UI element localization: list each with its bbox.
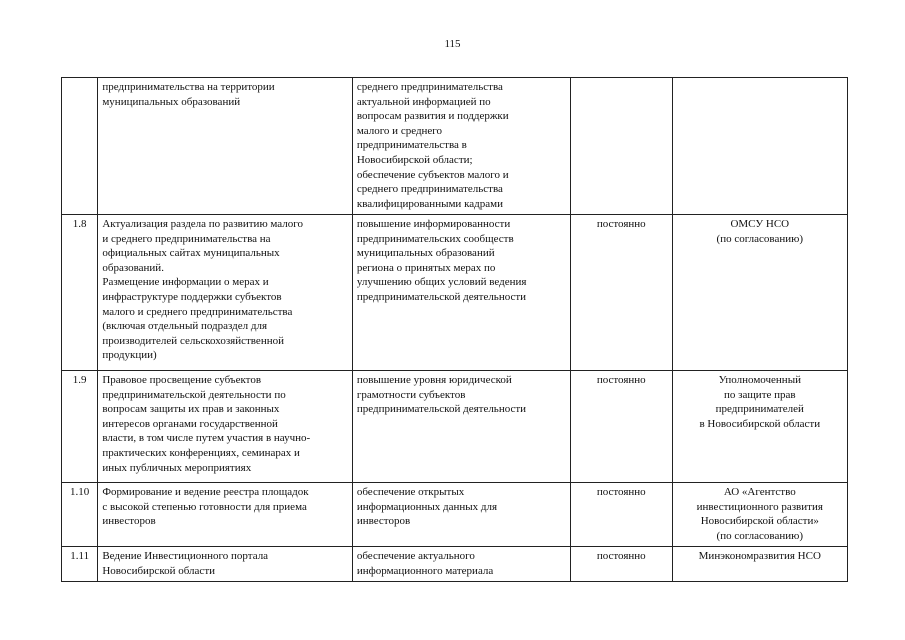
responsible-cell: ОМСУ НСО (по согласованию)	[672, 215, 847, 371]
page-number: 115	[444, 38, 461, 50]
row-number	[62, 78, 98, 215]
table-row	[62, 78, 848, 215]
table-row	[62, 483, 848, 547]
row-number: 1.9	[62, 371, 98, 483]
responsible-cell: Минэкономразвития НСО	[672, 547, 847, 582]
table-row	[62, 215, 848, 371]
measure-cell: Актуализация раздела по развитию малого и среднего предпринимательства на официальных сайтах муниципальных образований. Размещение информации о мерах и инфраструктуре поддержки субъектов малого и среднего предпринимательства (включая отдельный подраздел для производителей сельскохозяйственной продукции)	[98, 215, 353, 371]
result-cell: повышение информированности предпринимательских сообществ муниципальных образований региона о принятых мерах по улучшению общих условий ведения предпринимательской деятельности	[352, 215, 570, 371]
term-cell: постоянно	[570, 547, 672, 582]
measure-cell: Ведение Инвестиционного портала Новосибирской области	[98, 547, 353, 582]
row-number: 1.8	[62, 215, 98, 371]
responsible-cell: АО «Агентство инвестиционного развития Новосибирской области» (по согласованию)	[672, 483, 847, 547]
term-cell	[570, 78, 672, 215]
result-cell: обеспечение актуального информационного материала	[352, 547, 570, 582]
measure-cell: Формирование и ведение реестра площадок с высокой степенью готовности для приема инвесторов	[98, 483, 353, 547]
responsible-cell	[672, 78, 847, 215]
measure-cell: предпринимательства на территории муниципальных образований	[98, 78, 353, 215]
term-cell: постоянно	[570, 371, 672, 483]
table-row	[62, 547, 848, 582]
result-cell: повышение уровня юридической грамотности субъектов предпринимательской деятельности	[352, 371, 570, 483]
table-row	[62, 371, 848, 483]
result-cell: обеспечение открытых информационных данных для инвесторов	[352, 483, 570, 547]
measure-cell: Правовое просвещение субъектов предпринимательской деятельности по вопросам защиты их прав и законных интересов органами государственной власти, в том числе путем участия в научно- практических конференциях, семинарах и иных публичных мероприятиях	[98, 371, 353, 483]
term-cell: постоянно	[570, 483, 672, 547]
action-plan-table	[61, 77, 848, 582]
term-cell: постоянно	[570, 215, 672, 371]
row-number: 1.11	[62, 547, 98, 582]
row-number: 1.10	[62, 483, 98, 547]
result-cell: среднего предпринимательства актуальной информацией по вопросам развития и поддержки малого и среднего предпринимательства в Новосибирской области; обеспечение субъектов малого и среднего предпринимательства квалифицированными кадрами	[352, 78, 570, 215]
responsible-cell: Уполномоченный по защите прав предпринимателей в Новосибирской области	[672, 371, 847, 483]
